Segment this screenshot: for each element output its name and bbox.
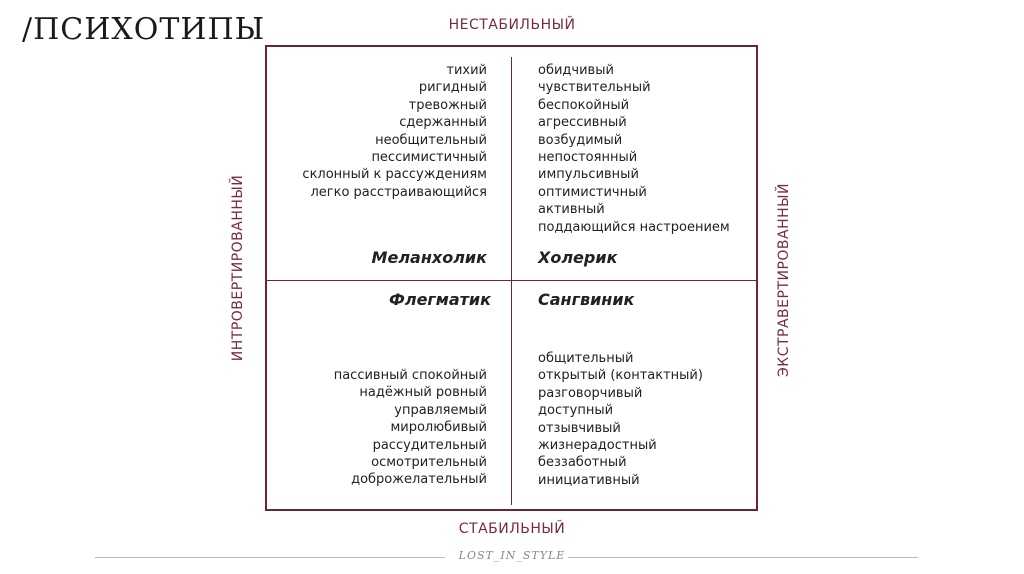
footer-brand: LOST_IN_STYLE (458, 549, 566, 562)
vertical-divider (511, 57, 512, 505)
trait-item: тревожный (408, 97, 487, 113)
type-sanguine: Сангвиник (538, 290, 635, 309)
trait-item: доступный (538, 403, 614, 419)
trait-item: сдержанный (399, 115, 487, 131)
trait-item: отзывчивый (538, 420, 621, 436)
trait-item: склонный к рассуждениям (302, 167, 487, 183)
axis-label-top: НЕСТАБИЛЬНЫЙ (448, 17, 576, 33)
trait-item: тихий (446, 63, 487, 78)
trait-item: миролюбивый (390, 420, 487, 436)
axis-label-left: ИНТРОВЕРТИРОВАННЫЙ (230, 174, 246, 362)
trait-item: оптимистичный (538, 184, 647, 200)
choleric-traits (538, 62, 730, 236)
trait-item: легко расстраивающийся (310, 184, 487, 200)
type-melancholic: Меланхолик (371, 248, 487, 267)
trait-item: рассудительный (372, 437, 487, 453)
trait-item: активный (538, 202, 605, 218)
type-choleric: Холерик (538, 248, 618, 267)
trait-item: пассивный спокойный (333, 368, 487, 383)
phlegmatic-traits (334, 367, 487, 489)
axis-label-right: ЭКСТРАВЕРТИРОВАННЫЙ (776, 182, 792, 378)
trait-item: чувствительный (538, 80, 651, 96)
trait-item: импульсивный (538, 167, 639, 183)
horizontal-divider (265, 280, 758, 281)
trait-item: пессимистичный (371, 150, 487, 166)
trait-item: доброжелательный (351, 472, 487, 488)
trait-item: непостоянный (538, 150, 638, 166)
trait-item: управляемый (394, 402, 487, 418)
trait-item: необщительный (375, 132, 487, 148)
trait-item: беспокойный (538, 97, 630, 113)
sanguine-traits (538, 350, 703, 489)
axis-label-bottom: СТАБИЛЬНЫЙ (458, 521, 566, 537)
melancholic-traits (302, 62, 487, 201)
trait-item: обидчивый (538, 63, 614, 78)
trait-item: жизнерадостный (538, 438, 657, 454)
trait-item: ригидный (418, 80, 487, 96)
trait-item: беззаботный (538, 455, 627, 471)
trait-item: открытый (контактный) (538, 368, 703, 384)
trait-item: возбудимый (538, 132, 623, 148)
trait-item: осмотрительный (371, 455, 487, 471)
trait-item: разговорчивый (538, 385, 643, 401)
trait-item: поддающийся настроением (538, 219, 730, 235)
page-title: /ПСИХОТИПЫ (22, 12, 266, 47)
trait-item: надёжный ровный (359, 385, 487, 401)
trait-item: общительный (538, 351, 634, 366)
trait-item: агрессивный (538, 115, 627, 131)
type-phlegmatic: Флегматик (388, 290, 491, 309)
trait-item: инициативный (538, 472, 640, 488)
